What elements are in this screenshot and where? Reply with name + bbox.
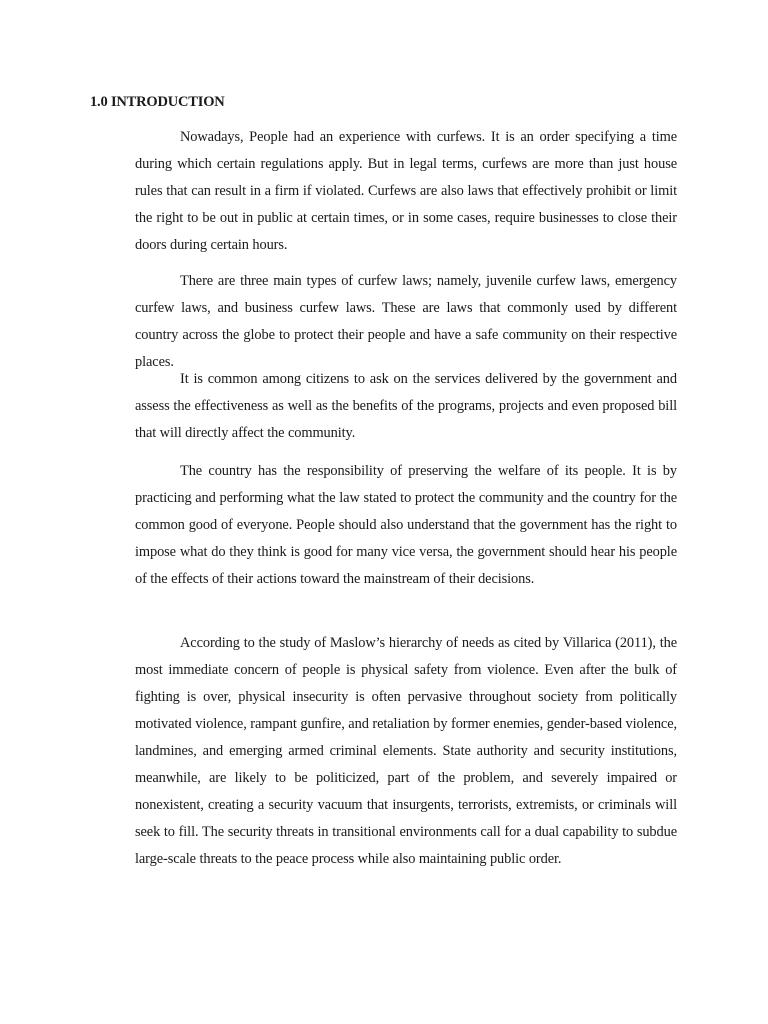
paragraph-maslow-safety: According to the study of Maslow’s hierarchy of needs as cited by Villarica (2011), the most immediate concern of people is physical safety from violence. Even after the bulk of fighting is over, physical insecurity is often pervasive throughout society from politically motivated violence, rampant gunfire, and retaliation by former enemies, gender-based violence, landmines, and emerging armed criminal elements. State authority and security institutions, meanwhile, are likely to be politicized, part of the problem, and severely impaired or nonexistent, creating a security vacuum that insurgents, terrorists, extremists, or criminals will seek to fill. The security threats in transitional environments call for a dual capability to subdue large-scale threats to the peace process while also maintaining public order. [135,635,677,867]
paragraph-citizen-assessment: It is common among citizens to ask on the services delivered by the government and assess the effectiveness as well as the benefits of the programs, projects and even proposed bill that will directly affect the community. [135,371,677,441]
paragraph-curfew-types: There are three main types of curfew laws; namely, juvenile curfew laws, emergency curfew laws, and business curfew laws. These are laws that commonly used by different country across the globe to protect their people and have a safe community on their respective places. [135,273,677,370]
paragraph-curfew-definition: Nowadays, People had an experience with curfews. It is an order specifying a time during which certain regulations apply. But in legal terms, curfews are more than just house rules that can result in a firm if violated. Curfews are also laws that effectively prohibit or limit the right to be out in public at certain times, or in some cases, require businesses to close their doors during certain hours. [135,129,677,253]
section-heading: 1.0 INTRODUCTION [90,94,225,110]
paragraph-country-responsibility: The country has the responsibility of preserving the welfare of its people. It is by practicing and performing what the law stated to protect the community and the country for the common good of everyone. People should also understand that the government has the right to impose what do they think is good for many vice versa, the government should hear his people of the effects of their actions toward the mainstream of their decisions. [135,463,677,587]
